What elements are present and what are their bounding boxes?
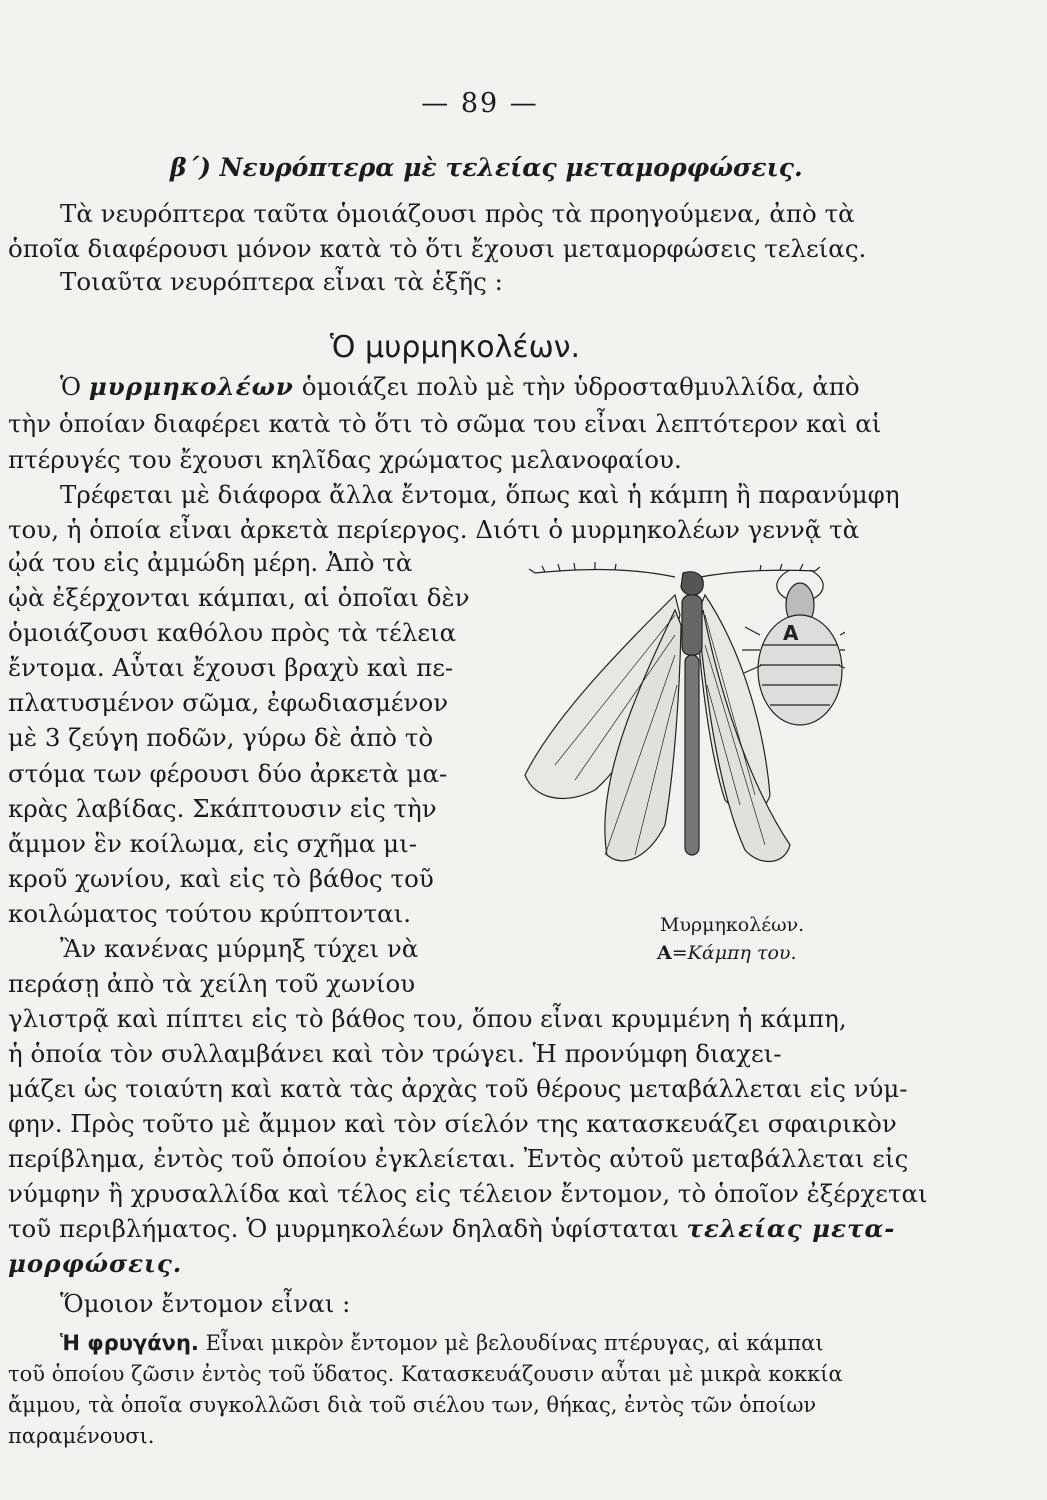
text-line: τὴν ὁποίαν διαφέρει κατὰ τὸ ὅτι τὸ σῶμα του εἶναι λεπτότερον καὶ αἱ xyxy=(8,409,882,438)
text-line: περάσῃ ἀπὸ τὰ χείλη τοῦ χωνίου xyxy=(8,969,416,998)
text-line: κροῦ χωνίου, καὶ εἰς τὸ βάθος τοῦ xyxy=(8,864,434,893)
text-line: στόμα των φέρουσι δύο ἀρκετὰ μα- xyxy=(8,759,448,788)
text-line: φην. Πρὸς τοῦτο μὲ ἄμμον καὶ τὸν σίελόν της κατασκευάζει σφαιρικὸν xyxy=(8,1109,897,1138)
text-line: ᾠά του εἰς ἀμμώδη μέρη. Ἀπὸ τὰ xyxy=(8,548,413,577)
subheading: Ὁ μυρμηκολέων. xyxy=(330,330,580,365)
antlion-illustration xyxy=(515,555,845,895)
head xyxy=(681,572,703,596)
abdomen xyxy=(685,655,699,855)
text-line: Τὰ νευρόπτερα ταῦτα ὁμοιάζουσι πρὸς τὰ προηγούμενα, ἀπὸ τὰ xyxy=(60,199,855,228)
text-span: τοῦ περιβλήματος. Ὁ μυρμηκολέων δηλαδὴ ὑφίσταται xyxy=(8,1214,687,1243)
text-line xyxy=(8,1214,896,1243)
text-span: Εἶναι μικρὸν ἔντομον μὲ βελουδίνας πτέρυγας, αἱ κάμπαι xyxy=(198,1331,824,1355)
larva-drawing xyxy=(742,570,845,725)
emphasized-term: μυρμηκολέων xyxy=(88,372,294,401)
text-line: ἄμμου, τὰ ὁποῖα συγκολλῶσι διὰ τοῦ σιέλου των, θήκας, ἐντὸς τῶν ὁποίων xyxy=(8,1393,817,1417)
figure-caption-2 xyxy=(657,942,797,964)
text-line: ἡ ὁποία τὸν συλλαμβάνει καὶ τὸν τρώγει. Ἡ προνύμφη διαχει- xyxy=(8,1039,782,1068)
text-span: Ὁ xyxy=(60,372,89,401)
text-line: πλατυσμένον σῶμα, ἐφωδιασμένον xyxy=(8,688,449,717)
antenna-left xyxy=(535,570,675,577)
text-line: κρὰς λαβίδας. Σκάπτουσιν εἰς τὴν xyxy=(8,794,437,823)
emphasized-term: μορφώσεις. xyxy=(8,1249,183,1278)
emphasized-term: τελείας μετα- xyxy=(686,1214,896,1243)
text-line: παραμένουσι. xyxy=(8,1424,155,1448)
text-line: Τοιαῦτα νευρόπτερα εἶναι τὰ ἑξῆς : xyxy=(60,267,503,296)
figure-label-a: Α xyxy=(783,621,799,645)
text-line: κοιλώματος τούτου κρύπτονται. xyxy=(8,899,412,928)
phrygani-label: Ἡ φρυγάνη. xyxy=(60,1331,199,1355)
antenna-right xyxy=(700,570,815,577)
text-line: Ἂν κανένας μύρμηξ τύχει νὰ xyxy=(60,934,419,963)
text-line: ὁποῖα διαφέρουσι μόνον κατὰ τὸ ὅτι ἔχουσι μεταμορφώσεις τελείας. xyxy=(8,234,867,263)
similar-insect-line: Ὅμοιον ἔντομον εἶναι : xyxy=(60,1289,351,1318)
figure-caption: Μυρμηκολέων. xyxy=(660,914,805,936)
text-span: ὁμοιάζει πολὺ μὲ τὴν ὑδροσταθμυλλίδα, ἀπὸ xyxy=(293,372,860,401)
text-line xyxy=(60,372,860,401)
text-line xyxy=(60,1333,824,1354)
text-line: ᾠὰ ἐξέρχονται κάμπαι, αἱ ὁποῖαι δὲν xyxy=(8,583,470,612)
text-line: ἄμμον ἓν κοίλωμα, εἰς σχῆμα μι- xyxy=(8,829,417,858)
thorax xyxy=(682,595,702,655)
text-line: περίβλημα, ἐντὸς τοῦ ὁποίου ἐγκλείεται. Ἐντὸς αὐτοῦ μεταβάλλεται εἰς xyxy=(8,1144,909,1173)
text-line: του, ἡ ὁποία εἶναι ἀρκετὰ περίεργος. Διότι ὁ μυρμηκολέων γεννᾷ τὰ xyxy=(8,515,860,544)
text-line: τοῦ ὁποίου ζῶσιν ἐντὸς τοῦ ὕδατος. Κατασκευάζουσιν αὗται μὲ μικρὰ κοκκία xyxy=(8,1362,843,1386)
text-line: ἔντομα. Αὗται ἔχουσι βραχὺ καὶ πε- xyxy=(8,653,454,682)
text-line: γλιστρᾷ καὶ πίπτει εἰς τὸ βάθος του, ὅπου εἶναι κρυμμένη ἡ κάμπη, xyxy=(8,1004,847,1033)
caption-label-a: Α xyxy=(657,942,672,964)
text-line: μάζει ὡς τοιαύτη καὶ κατὰ τὰς ἀρχὰς τοῦ θέρους μεταβάλλεται εἰς νύμ- xyxy=(8,1074,908,1103)
text-line: πτέρυγές του ἔχουσι κηλῖδας χρώματος μελανοφαίου. xyxy=(8,445,682,474)
text-line: Τρέφεται μὲ διάφορα ἄλλα ἔντομα, ὅπως καὶ ἡ κάμπη ἢ παρανύμφη xyxy=(60,480,900,509)
caption-text: =Κάμπη του. xyxy=(671,942,797,964)
text-line: μὲ 3 ζεύγη ποδῶν, γύρω δὲ ἀπὸ τὸ xyxy=(8,723,434,752)
section-heading: β΄) Νευρόπτερα μὲ τελείας μεταμορφώσεις. xyxy=(170,153,803,182)
text-line: νύμφην ἢ χρυσαλλίδα καὶ τέλος εἰς τέλειον ἔντομον, τὸ ὁποῖον ἐξέρχεται xyxy=(8,1179,928,1208)
page-number: — 89 — xyxy=(421,88,539,119)
text-line: ὁμοιάζουσι καθόλου πρὸς τὰ τέλεια xyxy=(8,618,457,647)
